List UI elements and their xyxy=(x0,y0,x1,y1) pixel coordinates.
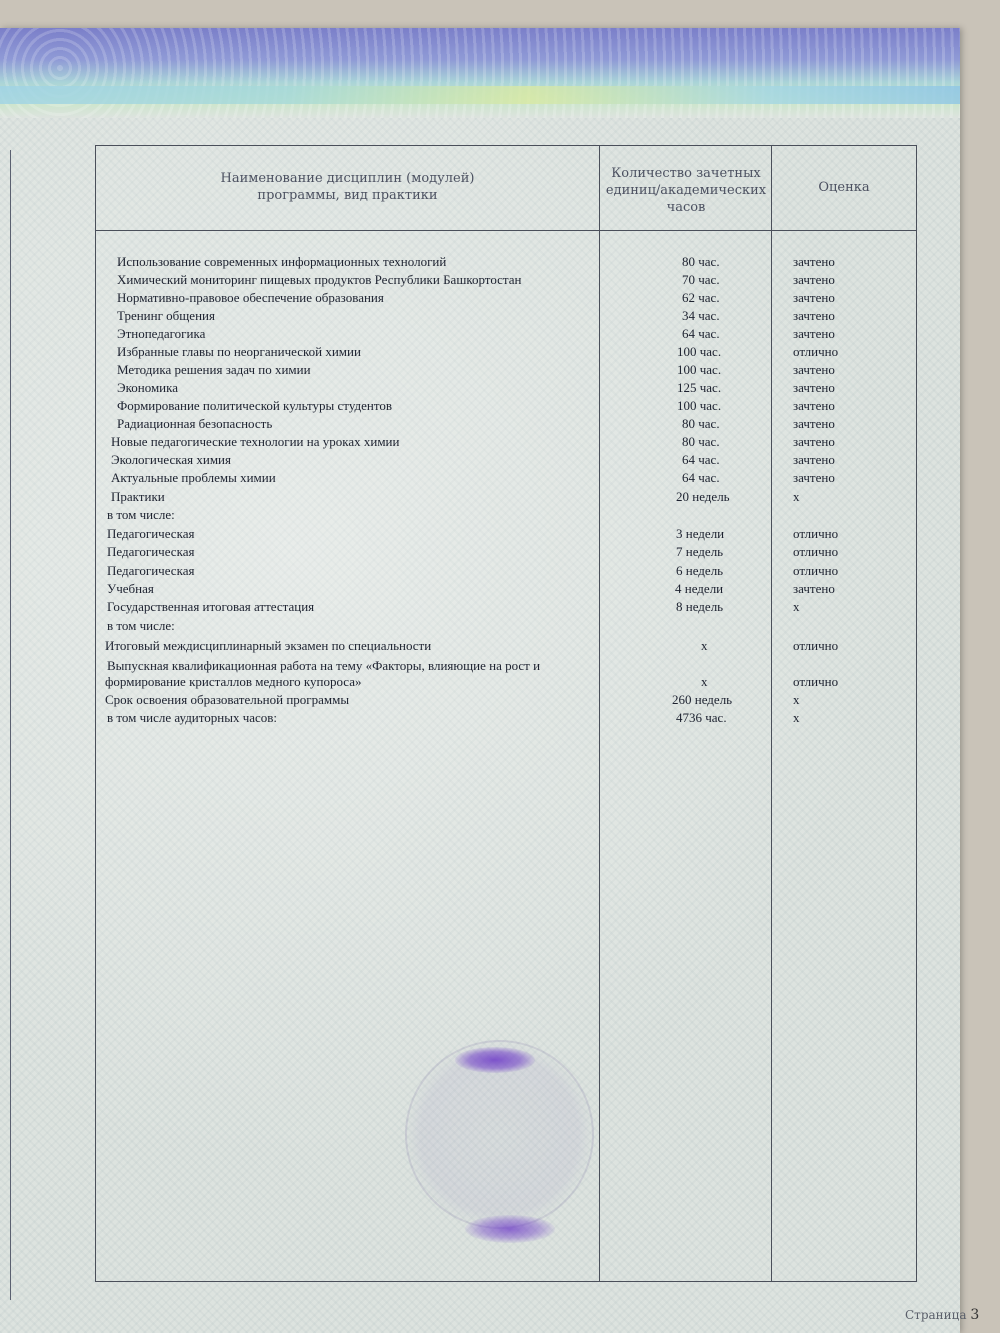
table-row xyxy=(0,618,1000,636)
discipline-name: Выпускная квалификационная работа на тему «Факторы, влияющие на рост и xyxy=(107,658,541,673)
discipline-hours: x xyxy=(701,638,708,653)
discipline-hours: 4736 час. xyxy=(676,710,727,725)
discipline-hours: 20 недель xyxy=(676,489,730,504)
discipline-name: Методика решения задач по химии xyxy=(117,362,311,377)
discipline-name: Педагогическая xyxy=(107,563,195,578)
table-row xyxy=(0,563,1000,581)
discipline-hours: 4 недели xyxy=(675,581,724,596)
discipline-name: Учебная xyxy=(107,581,154,596)
discipline-name: Избранные главы по неорганической химии xyxy=(117,344,361,359)
discipline-hours: 7 недель xyxy=(676,544,724,559)
table-row xyxy=(0,380,1000,398)
table-row xyxy=(0,290,1000,308)
table-row xyxy=(0,308,1000,326)
table-row xyxy=(0,710,1000,728)
discipline-name: в том числе аудиторных часов: xyxy=(107,710,278,725)
discipline-name: Педагогическая xyxy=(107,544,195,559)
discipline-hours: 100 час. xyxy=(677,362,722,377)
page-number xyxy=(905,1307,979,1323)
discipline-name: Тренинг общения xyxy=(117,308,215,323)
discipline-hours: x xyxy=(701,674,708,689)
discipline-grade: зачтено xyxy=(793,380,835,395)
discipline-grade: зачтено xyxy=(793,581,835,596)
discipline-name: в том числе: xyxy=(107,507,175,522)
discipline-hours: 125 час. xyxy=(677,380,722,395)
discipline-name: Радиационная безопасность xyxy=(117,416,273,431)
discipline-name: Формирование политической культуры студентов xyxy=(117,398,392,413)
discipline-hours: 100 час. xyxy=(677,344,722,359)
header-name-column: Наименование дисциплин (модулей) программы, вид практики xyxy=(220,171,475,203)
discipline-hours: 80 час. xyxy=(682,416,720,431)
table-row xyxy=(0,489,1000,507)
seal-ink-mark-top xyxy=(455,1047,535,1073)
discipline-grade: отлично xyxy=(793,526,839,541)
discipline-grade: зачтено xyxy=(793,470,835,485)
discipline-name: Срок освоения образовательной программы xyxy=(105,692,350,707)
table-row xyxy=(0,344,1000,362)
table-row xyxy=(0,398,1000,416)
discipline-hours: 64 час. xyxy=(682,326,720,341)
rainbow-strip xyxy=(0,86,960,104)
page-number-value: 3 xyxy=(970,1307,980,1323)
discipline-hours: 100 час. xyxy=(677,398,722,413)
discipline-hours: 3 недели xyxy=(676,526,725,541)
discipline-grade: зачтено xyxy=(793,272,835,287)
table-row xyxy=(0,254,1000,272)
discipline-name: Государственная итоговая аттестация xyxy=(107,599,315,614)
discipline-hours: 8 недель xyxy=(676,599,724,614)
seal-ink-mark-bottom xyxy=(465,1215,555,1243)
discipline-name: Экологическая химия xyxy=(111,452,231,467)
discipline-grade: зачтено xyxy=(793,308,835,323)
table-row xyxy=(0,544,1000,562)
discipline-grade: x xyxy=(793,692,800,707)
discipline-name: Экономика xyxy=(117,380,179,395)
discipline-name: Актуальные проблемы химии xyxy=(111,470,276,485)
table-row xyxy=(0,362,1000,380)
table-row xyxy=(0,692,1000,710)
discipline-hours: 6 недель xyxy=(676,563,724,578)
table-row xyxy=(0,326,1000,344)
table-row xyxy=(0,581,1000,599)
table-row xyxy=(0,434,1000,452)
security-pattern-band xyxy=(0,28,960,118)
page-label: Страница xyxy=(905,1308,967,1322)
header-grade-column: Оценка xyxy=(818,180,870,195)
discipline-grade: зачтено xyxy=(793,452,835,467)
discipline-grade: x xyxy=(793,710,800,725)
discipline-grade: зачтено xyxy=(793,434,835,449)
table-row xyxy=(0,526,1000,544)
discipline-grade: зачтено xyxy=(793,326,835,341)
table-row xyxy=(0,599,1000,617)
discipline-grade: x xyxy=(793,489,800,504)
discipline-hours: 64 час. xyxy=(682,452,720,467)
discipline-name: Химический мониторинг пищевых продуктов Республики Башкортостан xyxy=(117,272,522,287)
discipline-name: Новые педагогические технологии на уроках химии xyxy=(111,434,400,449)
table-row xyxy=(0,416,1000,434)
discipline-grade: отлично xyxy=(793,674,839,689)
discipline-name: формирование кристаллов медного купороса» xyxy=(105,674,362,689)
discipline-hours: 34 час. xyxy=(682,308,720,323)
discipline-hours: 80 час. xyxy=(682,434,720,449)
discipline-grade: отлично xyxy=(793,563,839,578)
discipline-name: Педагогическая xyxy=(107,526,195,541)
discipline-hours: 64 час. xyxy=(682,470,720,485)
discipline-grade: зачтено xyxy=(793,290,835,305)
table-row xyxy=(0,272,1000,290)
table-row xyxy=(0,507,1000,525)
discipline-name: Использование современных информационных технологий xyxy=(117,254,447,269)
discipline-grade: отлично xyxy=(793,344,839,359)
discipline-grade: отлично xyxy=(793,638,839,653)
discipline-grade: зачтено xyxy=(793,362,835,377)
discipline-hours: 62 час. xyxy=(682,290,720,305)
discipline-name: Итоговый междисциплинарный экзамен по специальности xyxy=(105,638,432,653)
discipline-hours: 70 час. xyxy=(682,272,720,287)
discipline-hours: 260 недель xyxy=(672,692,733,707)
table-row xyxy=(0,470,1000,488)
discipline-grade: зачтено xyxy=(793,398,835,413)
discipline-name: в том числе: xyxy=(107,618,175,633)
table-row xyxy=(0,638,1000,656)
discipline-name: Практики xyxy=(111,489,165,504)
discipline-name: Этнопедагогика xyxy=(117,326,206,341)
table-row xyxy=(0,674,1000,692)
discipline-grade: зачтено xyxy=(793,254,835,269)
header-divider xyxy=(96,230,916,231)
discipline-hours: 80 час. xyxy=(682,254,720,269)
discipline-name: Нормативно-правовое обеспечение образования xyxy=(117,290,384,305)
discipline-grade: отлично xyxy=(793,544,839,559)
discipline-grade: зачтено xyxy=(793,416,835,431)
table-row xyxy=(0,452,1000,470)
header-hours-column: Количество зачетных единиц/академических часов xyxy=(605,166,767,215)
discipline-grade: x xyxy=(793,599,800,614)
